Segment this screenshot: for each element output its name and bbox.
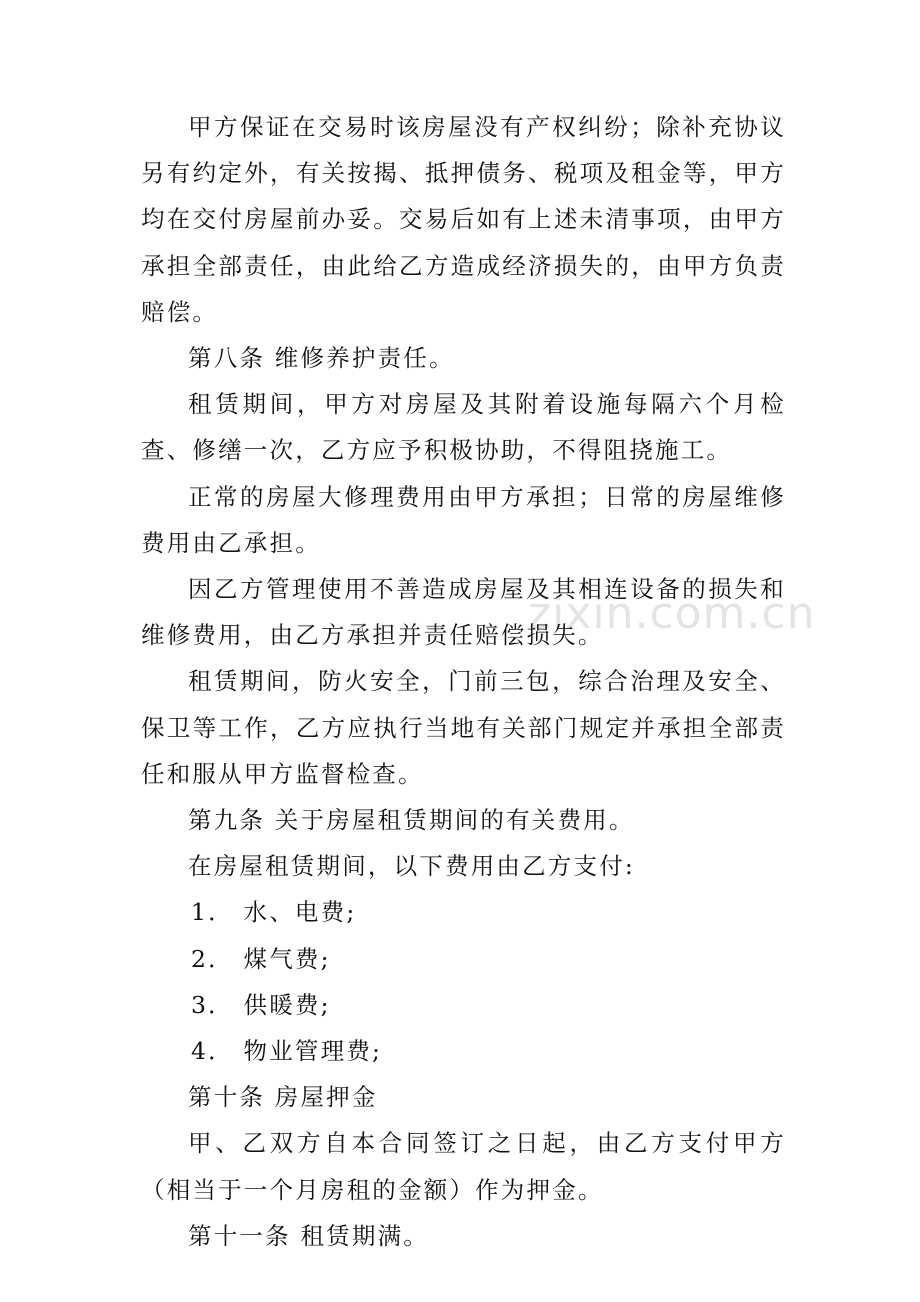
document-body [141,104,786,1259]
paragraph: 租赁期间，防火安全，门前三包，综合治理及安全、保卫等工作，乙方应执行当地有关部门规定并承担全部责任和服从甲方监督检查。 [141,667,786,788]
paragraph: 甲方保证在交易时该房屋没有产权纠纷；除补充协议另有约定外，有关按揭、抵押债务、税项及租金等，甲方均在交付房屋前办妥。交易后如有上述未清事项，由甲方承担全部责任，由此给乙方造成经济损失的，由甲方负责赔偿。 [141,113,786,326]
article-heading: 第十一条 租赁期满。 [188,1221,429,1250]
paragraph: 租赁期间，甲方对房屋及其附着设施每隔六个月检查、修缮一次，乙方应予积极协助，不得阻挠施工。 [141,390,786,465]
list-item: 3． 供暖费; [191,990,331,1019]
article-heading: 第十条 房屋押金 [188,1083,378,1112]
list-item: 2． 煤气费; [191,944,331,973]
list-item: 4． 物业管理费; [191,1037,383,1066]
paragraph: 甲、乙双方自本合同签订之日起，由乙方支付甲方（相当于一个月房租的金额）作为押金。 [141,1129,786,1204]
paragraph: 因乙方管理使用不善造成房屋及其相连设备的损失和维修费用，由乙方承担并责任赔偿损失。 [141,575,786,650]
paragraph: 在房屋租赁期间，以下费用由乙方支付: [188,852,636,881]
list-item: 1． 水、电费; [191,898,357,927]
watermark: zixin.com.cn [528,588,816,639]
paragraph: 正常的房屋大修理费用由甲方承担；日常的房屋维修费用由乙承担。 [141,482,786,557]
article-heading: 第九条 关于房屋租赁期间的有关费用。 [188,806,635,835]
article-heading: 第八条 维修养护责任。 [188,344,455,373]
